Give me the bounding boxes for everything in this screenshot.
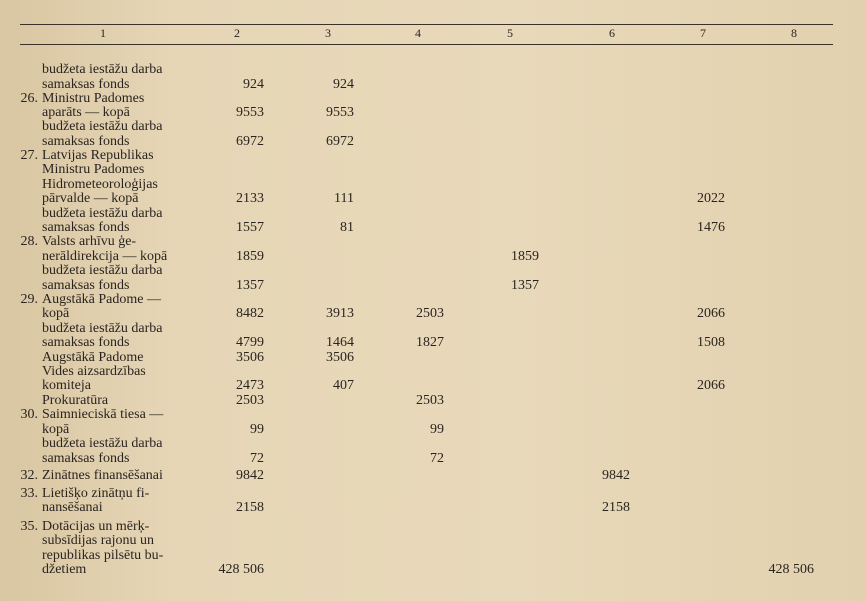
cell-value-col2: 99 bbox=[250, 422, 264, 437]
cell-value-col2: 2503 bbox=[236, 393, 264, 408]
row-label: komiteja bbox=[42, 378, 91, 393]
column-header-2: 2 bbox=[234, 26, 240, 40]
cell-value-col5: 1859 bbox=[511, 249, 539, 264]
cell-value-col4: 2503 bbox=[416, 393, 444, 408]
row-label: aparāts — kopā bbox=[42, 105, 130, 120]
cell-value-col3: 3913 bbox=[326, 306, 354, 321]
row-label: samaksas fonds bbox=[42, 134, 130, 149]
row-label: Latvijas Republikas bbox=[42, 148, 154, 163]
column-header-7: 7 bbox=[700, 26, 706, 40]
table-row bbox=[0, 379, 866, 394]
row-label: Vides aizsardzības bbox=[42, 364, 146, 379]
cell-value-col7: 2066 bbox=[697, 306, 725, 321]
row-label: kopā bbox=[42, 306, 70, 321]
column-header-6: 6 bbox=[609, 26, 615, 40]
cell-value-col2: 8482 bbox=[236, 306, 264, 321]
row-label: Prokuratūra bbox=[42, 393, 109, 408]
table-row bbox=[0, 437, 866, 452]
row-number: 27. bbox=[20, 148, 38, 163]
row-number: 35. bbox=[20, 519, 38, 534]
column-header-5: 5 bbox=[507, 26, 513, 40]
row-label: pārvalde — kopā bbox=[42, 191, 139, 206]
cell-value-col7: 2022 bbox=[697, 191, 725, 206]
cell-value-col3: 1464 bbox=[326, 335, 354, 350]
row-label: Augstākā Padome — bbox=[42, 292, 161, 307]
row-number: 29. bbox=[20, 292, 38, 307]
table-row bbox=[0, 534, 866, 549]
row-label: budžeta iestāžu darba bbox=[42, 321, 163, 336]
row-label: samaksas fonds bbox=[42, 278, 130, 293]
cell-value-col2: 9553 bbox=[236, 105, 264, 120]
cell-value-col3: 407 bbox=[333, 378, 354, 393]
table-row bbox=[0, 163, 866, 178]
row-number: 26. bbox=[20, 91, 38, 106]
row-label: samaksas fonds bbox=[42, 220, 130, 235]
table-header-rule bbox=[20, 44, 833, 45]
table-row bbox=[0, 549, 866, 564]
table-row bbox=[0, 408, 866, 423]
cell-value-col7: 1508 bbox=[697, 335, 725, 350]
row-number: 30. bbox=[20, 407, 38, 422]
row-label: Hidrometeoroloģijas bbox=[42, 177, 158, 192]
cell-value-col6: 9842 bbox=[602, 468, 630, 483]
cell-value-col8: 428 506 bbox=[768, 562, 814, 577]
row-number: 33. bbox=[20, 486, 38, 501]
table-row bbox=[0, 501, 866, 516]
table-row bbox=[0, 307, 866, 322]
row-label: nerāldirekcija — kopā bbox=[42, 249, 168, 264]
row-label: Dotācijas un mērķ- bbox=[42, 519, 150, 534]
cell-value-col3: 9553 bbox=[326, 105, 354, 120]
cell-value-col5: 1357 bbox=[511, 278, 539, 293]
row-label: Saimnieciskā tiesa — bbox=[42, 407, 164, 422]
cell-value-col2: 6972 bbox=[236, 134, 264, 149]
row-label: budžeta iestāžu darba bbox=[42, 119, 163, 134]
cell-value-col4: 72 bbox=[430, 451, 444, 466]
cell-value-col3: 81 bbox=[340, 220, 354, 235]
row-label: budžeta iestāžu darba bbox=[42, 263, 163, 278]
cell-value-col4: 2503 bbox=[416, 306, 444, 321]
table-row bbox=[0, 120, 866, 135]
table-top-rule bbox=[20, 24, 833, 25]
row-label: samaksas fonds bbox=[42, 77, 130, 92]
cell-value-col2: 924 bbox=[243, 77, 264, 92]
row-label: Augstākā Padome bbox=[42, 350, 144, 365]
row-label: subsīdijas rajonu un bbox=[42, 533, 154, 548]
row-number: 32. bbox=[20, 468, 38, 483]
table-row bbox=[0, 235, 866, 250]
column-header-8: 8 bbox=[791, 26, 797, 40]
cell-value-col6: 2158 bbox=[602, 500, 630, 515]
table-row bbox=[0, 192, 866, 207]
table-row bbox=[0, 336, 866, 351]
table-row bbox=[0, 487, 866, 502]
table-row bbox=[0, 63, 866, 78]
cell-value-col2: 1557 bbox=[236, 220, 264, 235]
cell-value-col2: 2133 bbox=[236, 191, 264, 206]
row-label: Valsts arhīvu ģe- bbox=[42, 234, 137, 249]
cell-value-col7: 1476 bbox=[697, 220, 725, 235]
row-label: kopā bbox=[42, 422, 70, 437]
cell-value-col4: 99 bbox=[430, 422, 444, 437]
cell-value-col2: 428 506 bbox=[218, 562, 264, 577]
row-label: nansēšanai bbox=[42, 500, 103, 515]
table-row bbox=[0, 452, 866, 467]
row-label: Lietišķo zinātņu fi- bbox=[42, 486, 150, 501]
row-label: republikas pilsētu bu- bbox=[42, 548, 164, 563]
cell-value-col3: 6972 bbox=[326, 134, 354, 149]
row-label: budžeta iestāžu darba bbox=[42, 62, 163, 77]
column-header-4: 4 bbox=[415, 26, 421, 40]
row-number: 28. bbox=[20, 234, 38, 249]
cell-value-col2: 72 bbox=[250, 451, 264, 466]
cell-value-col2: 9842 bbox=[236, 468, 264, 483]
row-label: samaksas fonds bbox=[42, 335, 130, 350]
cell-value-col2: 2158 bbox=[236, 500, 264, 515]
column-header-1: 1 bbox=[100, 26, 106, 40]
table-row bbox=[0, 264, 866, 279]
table-row bbox=[0, 365, 866, 380]
table-row bbox=[0, 469, 866, 484]
row-label: Zinātnes finansēšanai bbox=[42, 468, 163, 483]
cell-value-col3: 924 bbox=[333, 77, 354, 92]
column-header-3: 3 bbox=[325, 26, 331, 40]
table-row bbox=[0, 563, 866, 578]
cell-value-col2: 1357 bbox=[236, 278, 264, 293]
cell-value-col3: 111 bbox=[334, 191, 354, 206]
cell-value-col3: 3506 bbox=[326, 350, 354, 365]
cell-value-col2: 2473 bbox=[236, 378, 264, 393]
cell-value-col7: 2066 bbox=[697, 378, 725, 393]
row-label: džetiem bbox=[42, 562, 87, 577]
cell-value-col2: 1859 bbox=[236, 249, 264, 264]
row-label: budžeta iestāžu darba bbox=[42, 436, 163, 451]
row-label: Ministru Padomes bbox=[42, 162, 145, 177]
row-label: samaksas fonds bbox=[42, 451, 130, 466]
row-label: budžeta iestāžu darba bbox=[42, 206, 163, 221]
cell-value-col4: 1827 bbox=[416, 335, 444, 350]
row-label: Ministru Padomes bbox=[42, 91, 145, 106]
cell-value-col2: 3506 bbox=[236, 350, 264, 365]
table-row bbox=[0, 207, 866, 222]
cell-value-col2: 4799 bbox=[236, 335, 264, 350]
